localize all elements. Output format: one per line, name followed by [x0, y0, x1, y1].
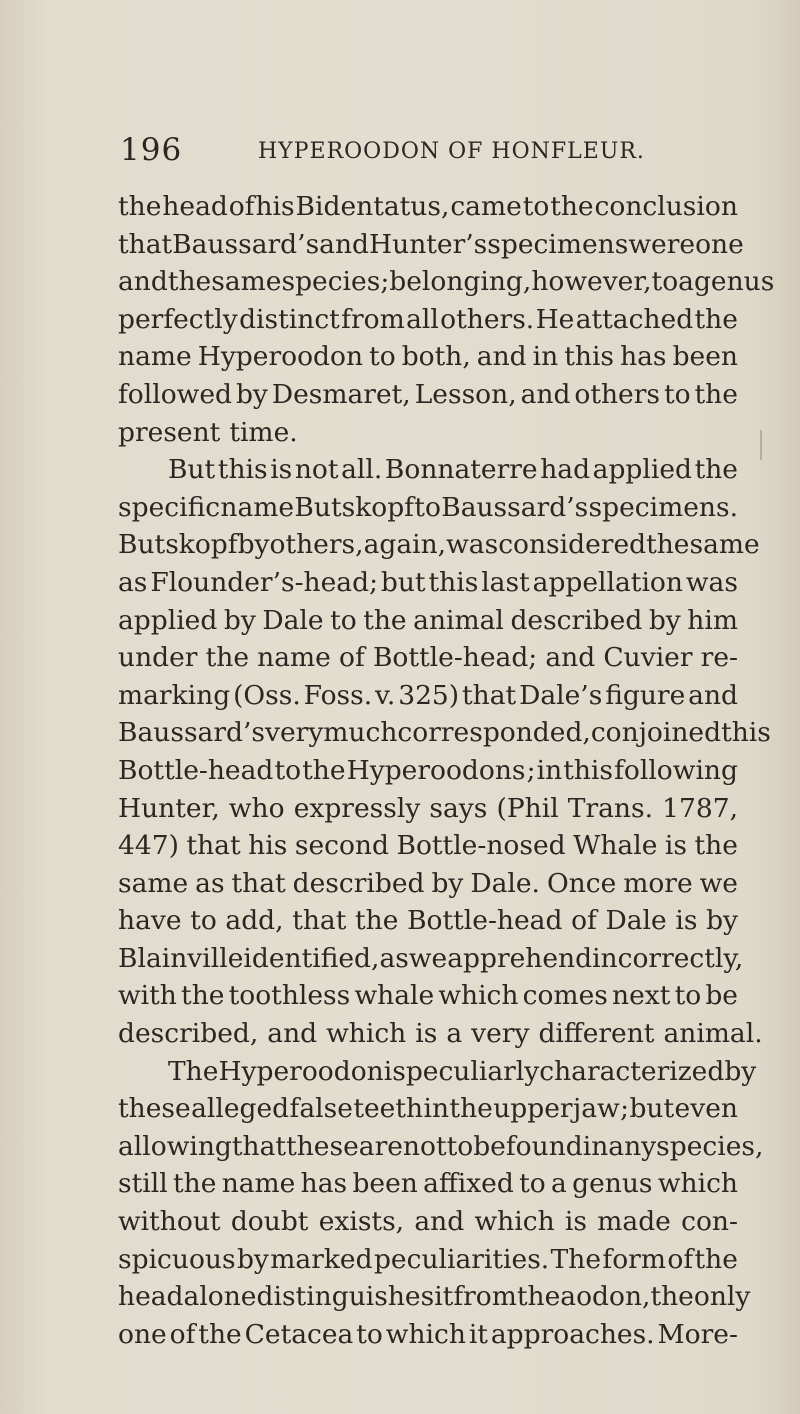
text-line [118, 1090, 738, 1128]
word: by [648, 604, 681, 636]
text-line [118, 639, 738, 677]
word: The [168, 1055, 219, 1087]
word: incorrectly, [592, 942, 744, 974]
word: species, [656, 1130, 764, 1162]
word: 325) [398, 679, 460, 711]
word: is [383, 1055, 406, 1087]
word: which [326, 1018, 407, 1050]
word: name [220, 491, 295, 523]
word: alone [183, 1281, 257, 1313]
word: alleged [191, 1093, 290, 1125]
word: which [657, 1168, 738, 1200]
word: specimens [487, 228, 629, 260]
word: these [118, 1093, 191, 1125]
word: the [550, 191, 594, 222]
word: characterized [539, 1055, 725, 1087]
word: corresponded, [397, 717, 591, 749]
word: But [168, 454, 216, 486]
word: much [323, 717, 398, 749]
text-line [118, 451, 738, 489]
word: animal. [663, 1018, 763, 1050]
word: Dale’s [519, 679, 603, 711]
word: Bottle-head [407, 905, 563, 937]
word: of [228, 191, 255, 222]
word: species [281, 266, 381, 298]
word: considered [498, 529, 647, 561]
word: it [468, 1318, 488, 1350]
word: allowing [118, 1130, 232, 1162]
word: which [474, 1206, 555, 1238]
word: Dale. [470, 867, 540, 899]
text-line [118, 790, 738, 828]
text-line [118, 677, 738, 715]
word: to [651, 266, 679, 298]
word: this [217, 454, 268, 486]
word: in [532, 341, 559, 373]
word: affixed [423, 1168, 514, 1200]
word: one [695, 228, 744, 260]
word: Hyperoodon [218, 1055, 384, 1087]
word: more [623, 867, 693, 899]
text-line [118, 1278, 751, 1316]
word: Bonnaterre [384, 454, 538, 486]
word: that [186, 830, 241, 862]
word: as [118, 566, 148, 598]
word: conjoined [590, 717, 722, 749]
word: distinguishes [256, 1281, 435, 1313]
word: the [205, 642, 250, 674]
word: be [705, 980, 738, 1012]
word: as [379, 942, 409, 974]
word: a [446, 1018, 463, 1050]
word: Cetacea [244, 1318, 354, 1350]
word: belonging, [389, 266, 532, 298]
word: without [118, 1206, 221, 1238]
text-line [118, 714, 771, 752]
word: Foss. [303, 679, 373, 711]
word: Cuvier [603, 642, 693, 674]
text-line [118, 526, 760, 564]
word: of [571, 905, 597, 937]
word: the [363, 604, 407, 636]
word: following [614, 754, 738, 786]
word: same [689, 529, 760, 561]
word: Baussard’s [172, 228, 320, 260]
word: to [674, 980, 702, 1012]
word: conclusion [594, 191, 738, 222]
word: found [505, 1130, 583, 1162]
word: that [231, 1130, 287, 1162]
word: comes [522, 980, 608, 1012]
word: to [190, 905, 217, 937]
text-line [118, 263, 775, 301]
word: have [118, 905, 182, 937]
word: his [255, 191, 295, 222]
word: by [235, 378, 268, 410]
word: present [118, 416, 221, 448]
word: to [414, 491, 441, 523]
word: last [481, 566, 530, 598]
word: it [434, 1281, 454, 1313]
word: More- [657, 1318, 738, 1350]
word: Bottle-head; [372, 642, 538, 674]
word: any [608, 1130, 657, 1162]
word: one [118, 1318, 167, 1350]
word: in [536, 754, 563, 786]
word: to [522, 191, 550, 222]
word: the [167, 266, 212, 298]
word: but [380, 566, 426, 598]
word: that [292, 905, 347, 937]
body-text [118, 188, 775, 1353]
word: and [520, 378, 571, 410]
word: in [582, 1130, 609, 1162]
word: and [267, 1018, 318, 1050]
word: which [385, 1318, 466, 1350]
text-line [118, 977, 738, 1015]
word: exists, [318, 1206, 405, 1238]
word: jaw [573, 1093, 620, 1125]
word: peculiarities. [373, 1243, 550, 1275]
word: applied [118, 604, 218, 636]
word: the [302, 754, 346, 786]
word: Hunter’s [369, 228, 488, 260]
margin-mark [760, 430, 762, 460]
word: animal [413, 604, 504, 636]
running-head: HYPEROODON OF HONFLEUR. [258, 139, 645, 164]
text-line [118, 827, 738, 865]
text-line [118, 1241, 738, 1279]
word: the [694, 454, 738, 486]
text-line [118, 376, 738, 414]
text-line [118, 414, 738, 452]
word: are [358, 1130, 403, 1162]
word: He [535, 303, 575, 335]
word: different [538, 1018, 655, 1050]
word: described [510, 604, 643, 636]
word: by [236, 1243, 269, 1275]
word: as [195, 867, 225, 899]
word: same [211, 266, 282, 298]
word: under [118, 642, 198, 674]
word: this [563, 754, 614, 786]
word: came [450, 191, 522, 222]
word: by [237, 529, 270, 561]
word: that [462, 679, 517, 711]
word: distinct [239, 303, 340, 335]
word: been [352, 1168, 418, 1200]
text-line [118, 940, 744, 978]
word: name [257, 642, 331, 674]
word: not [402, 1130, 447, 1162]
word: that [118, 228, 173, 260]
word: marked [270, 1243, 373, 1275]
word: a [551, 1168, 567, 1200]
word: followed [118, 378, 232, 410]
page-number: 196 [120, 132, 183, 168]
word: and [545, 642, 596, 674]
word: him [687, 604, 738, 636]
word: Hyperoodons [346, 754, 526, 786]
text-line [118, 752, 738, 790]
word: Bottle-nosed [396, 830, 566, 862]
word: from [341, 303, 405, 335]
word: Lesson, [414, 378, 517, 410]
word: Desmaret, [271, 378, 411, 410]
word: head [162, 191, 228, 222]
word: had [540, 454, 591, 486]
text-line [118, 338, 738, 376]
word: who [228, 792, 285, 824]
word: applied [592, 454, 692, 486]
word: the [646, 529, 690, 561]
word: and [476, 341, 527, 373]
word: form [602, 1243, 666, 1275]
word: upper [493, 1093, 573, 1125]
word: whale [354, 980, 435, 1012]
word: to [519, 1168, 546, 1200]
word: and [118, 266, 168, 298]
word: doubt [230, 1206, 309, 1238]
word: teeth [353, 1093, 424, 1125]
word: the [694, 378, 738, 410]
word: the [355, 905, 399, 937]
word: in [423, 1093, 450, 1125]
word: the [694, 303, 738, 335]
word: is [564, 1206, 587, 1238]
word: described, [118, 1018, 259, 1050]
word: his [248, 830, 288, 862]
word: to [356, 1318, 383, 1350]
word: spicuous [118, 1243, 236, 1275]
word: the [694, 830, 738, 862]
word: to [369, 341, 396, 373]
text-line [118, 489, 738, 527]
word: Trans. [567, 792, 654, 824]
word: by [706, 905, 738, 937]
word: attached [575, 303, 694, 335]
word: the [449, 1093, 493, 1125]
word: name [221, 1168, 296, 1200]
word: Whale [573, 830, 658, 862]
word: all [406, 303, 439, 335]
word: even [674, 1093, 738, 1125]
word: is [270, 454, 293, 486]
word: Bottle-head [118, 754, 274, 786]
word: con- [681, 1206, 738, 1238]
word: this [428, 566, 479, 598]
word: (Oss. [233, 679, 301, 711]
word: Butskopf [118, 529, 238, 561]
word: with [118, 980, 177, 1012]
text-line [118, 1203, 738, 1241]
word: these [286, 1130, 359, 1162]
word: Hyperoodon [197, 341, 364, 373]
word: by [223, 604, 256, 636]
word: genus [572, 1168, 653, 1200]
word: 447) [118, 830, 179, 862]
word: by [431, 867, 464, 899]
text-line [118, 226, 744, 264]
word: to [446, 1130, 474, 1162]
text-line [118, 865, 738, 903]
word: however, [531, 266, 652, 298]
page-header [120, 130, 720, 170]
word: described [292, 867, 425, 899]
word: this [721, 717, 771, 749]
word: aodon, [560, 1281, 651, 1313]
word: to [330, 604, 357, 636]
word: toothless [228, 980, 351, 1012]
text-line [118, 1165, 738, 1203]
word: 1787, [662, 792, 738, 824]
word: next [612, 980, 671, 1012]
word: that [231, 867, 286, 899]
word: appellation [532, 566, 683, 598]
word: very [265, 717, 324, 749]
word: and [414, 1206, 465, 1238]
word: head [118, 1281, 184, 1313]
word: very [471, 1018, 530, 1050]
word: name [118, 341, 192, 373]
word: figure [605, 679, 686, 711]
word: only [693, 1281, 751, 1313]
word: to [274, 754, 302, 786]
word: but [629, 1093, 675, 1125]
word: Once [546, 867, 617, 899]
text-line [118, 902, 738, 940]
text-line [118, 1316, 738, 1354]
word: others. [440, 303, 535, 335]
word: same [118, 867, 189, 899]
word: others [574, 378, 660, 410]
word: Dale [262, 604, 324, 636]
word: the [198, 1318, 242, 1350]
word: Blainville [118, 942, 244, 974]
word: to [663, 378, 691, 410]
word: Hunter, [118, 792, 220, 824]
word: of [667, 1243, 694, 1275]
word: both, [401, 341, 471, 373]
word: from [453, 1281, 517, 1313]
text-line [118, 1128, 764, 1166]
word: not [294, 454, 339, 486]
word: identified, [243, 942, 380, 974]
word: specimens. [588, 491, 738, 523]
word: second [294, 830, 389, 862]
word: Baussard’s [118, 717, 265, 749]
word: Flounder’s-head; [150, 566, 378, 598]
word: perfectly [118, 303, 238, 335]
word: all. [341, 454, 383, 486]
word: the [172, 1168, 217, 1200]
word: still [118, 1168, 168, 1200]
word: made [597, 1206, 671, 1238]
word: apprehend [447, 942, 593, 974]
word: expressly [293, 792, 421, 824]
word: v. [375, 679, 396, 711]
word: and [688, 679, 738, 711]
word: and [319, 228, 370, 260]
word: a [678, 266, 694, 298]
word: ; [526, 754, 536, 786]
word: Bidentatus, [295, 191, 450, 222]
word: this [564, 341, 615, 373]
word: which [438, 980, 519, 1012]
word: again, [363, 529, 447, 561]
word: time. [229, 416, 298, 448]
word: ; [620, 1093, 630, 1125]
text-line [118, 301, 738, 339]
word: we [699, 867, 738, 899]
text-line [118, 1015, 763, 1053]
word: false [289, 1093, 353, 1125]
word: re- [700, 642, 738, 674]
word: has [300, 1168, 348, 1200]
word: be [473, 1130, 506, 1162]
word: Baussard’s [441, 491, 589, 523]
word: the [181, 980, 225, 1012]
word: been [672, 341, 738, 373]
text-line [118, 1053, 757, 1091]
word: says [429, 792, 488, 824]
word: The [550, 1243, 602, 1275]
word: the [650, 1281, 694, 1313]
text-line [118, 602, 738, 640]
word: is [675, 905, 698, 937]
word: specific [118, 491, 221, 523]
word: Butskopf [294, 491, 414, 523]
word: by [724, 1055, 757, 1087]
word: the [118, 191, 162, 222]
word: others, [269, 529, 364, 561]
word: ; [380, 266, 390, 298]
word: was [685, 566, 738, 598]
word: marking [118, 679, 231, 711]
word: is [415, 1018, 438, 1050]
word: (Phil [496, 792, 559, 824]
word: is [664, 830, 687, 862]
word: approaches. [490, 1318, 655, 1350]
word: peculiarly [405, 1055, 540, 1087]
word: add, [225, 905, 284, 937]
word: Dale [605, 905, 667, 937]
word: of [169, 1318, 196, 1350]
word: the [516, 1281, 561, 1313]
word: were [628, 228, 696, 260]
word: of [339, 642, 365, 674]
word: was [446, 529, 499, 561]
word: genus [693, 266, 775, 298]
word: the [694, 1243, 738, 1275]
text-line [118, 564, 738, 602]
word: we [408, 942, 448, 974]
text-line [118, 188, 738, 226]
word: has [620, 341, 667, 373]
